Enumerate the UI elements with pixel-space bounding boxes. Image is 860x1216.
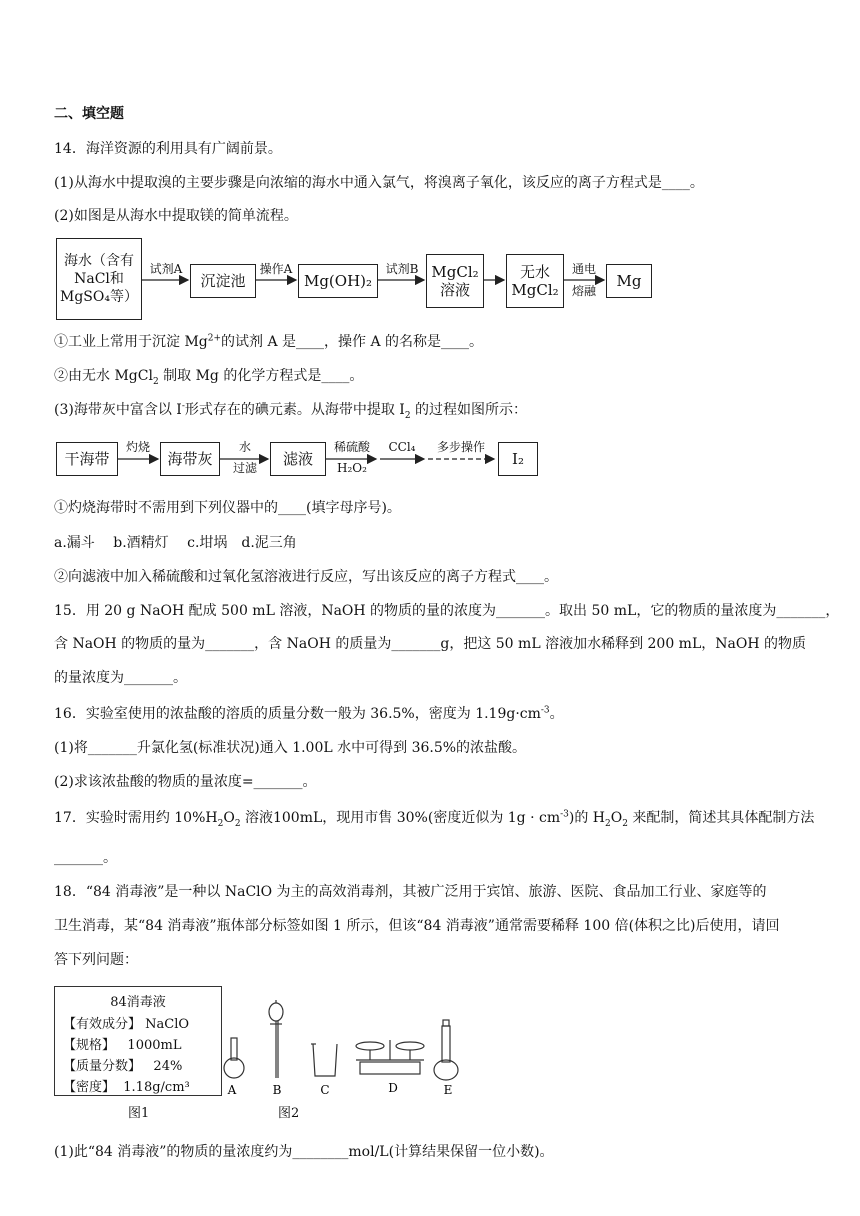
arrow-multi-step: 多步操作 (436, 440, 485, 454)
apparatus-a-flask (224, 1038, 244, 1078)
q17-line2: _______。 (54, 850, 117, 866)
box-filtrate: 滤液 (270, 442, 326, 476)
arrow-molten: 熔融 (571, 284, 596, 298)
section-title: 二、填空题 (54, 106, 124, 122)
label-row-mass-fraction: 【质量分数】 24% (63, 1059, 183, 1074)
box-mg-oh-2: Mg(OH)₂ (298, 264, 378, 298)
q16-part2: (2)求该浓盐酸的物质的量浓度=_______。 (54, 774, 317, 790)
arrow-reagent-a: 试剂A (149, 262, 183, 276)
label-row-ingredient: 【有效成分】 NaClO (63, 1017, 190, 1032)
apparatus-label: C (320, 1083, 330, 1097)
box-kelp-ash: 海带灰 (160, 442, 220, 476)
q14-part3: (3)海带灰中富含以 I-形式存在的碘元素。从海带中提取 $I_2$ 的过程如图所示： (54, 401, 528, 421)
q14-part3-2: ②向滤液中加入稀硫酸和过氧化氢溶液进行反应，写出该反应的离子方程式____。 (54, 569, 558, 585)
fig2-caption: 图2 (278, 1106, 300, 1121)
q14-part2-1: ①工业上常用于沉淀 $Mg^{2+}$的试剂 A 是____，操作 A 的名称是____。 (54, 333, 484, 350)
q18-line2: 卫生消毒，某“84 消毒液”瓶体部分标签如图 1 所示，但该“84 消毒液”通常需要稀释 100 倍(体积之比)后使用，请回 (54, 918, 780, 934)
q15-line1: 15．用 20 g NaOH 配成 500 mL 溶液，NaOH 的物质的量的浓度为_______。取出 50 mL，它的物质的量浓度为_______， (54, 603, 840, 619)
q16-stem: 16．实验室使用的浓盐酸的溶质的质量分数一般为 36.5%，密度为 $1.19g\cdot cm^{-3}$。 (54, 705, 564, 722)
arrow-h2o2: H₂O₂ (337, 461, 367, 475)
apparatus-e-volumetric-flask (434, 1020, 458, 1080)
apparatus-b-funnel (269, 1000, 283, 1078)
q14-options: a.漏斗 b.酒精灯 c.坩埚 d.泥三角 (54, 535, 297, 551)
q18-line3: 答下列问题： (54, 952, 138, 968)
arrow-ccl4: CCl₄ (388, 440, 416, 454)
q18-line1: 18．“84 消毒液”是一种以 NaClO 为主的高效消毒剂，其被广泛用于宾馆、旅游、医院、食品加工行业、家庭等的 (54, 884, 767, 900)
apparatus-label: A (227, 1083, 237, 1097)
arrow-burning: 灼烧 (125, 440, 150, 454)
apparatus-c-beaker (311, 1044, 337, 1076)
label-row-volume: 【规格】 1000mL (63, 1038, 182, 1053)
q18-part1: (1)此“84 消毒液”的物质的量浓度约为________mol/L(计算结果保留一位小数)。 (54, 1144, 554, 1160)
apparatus-label: E (443, 1083, 453, 1097)
q16-part1: (1)将_______升氯化氢(标准状况)通入 1.00L 水中可得到 36.5%的浓盐酸。 (54, 740, 527, 756)
label-title: 84消毒液 (110, 995, 166, 1010)
label-row-density: 【密度】 1.18g/cm³ (63, 1080, 190, 1095)
box-mg: Mg (606, 264, 652, 298)
apparatus-label: B (272, 1083, 282, 1097)
arrow-electrolysis: 通电 (571, 262, 596, 276)
q14-part3-1: ①灼烧海带时不需用到下列仪器中的____(填字母序号)。 (54, 500, 401, 516)
q17-line1: 17．实验时需用约 $10\%H_2O_2$ 溶液100mL，现用市售 30%(密度近似为 $1g \cdot cm^{-3}$)的 $H_2O_2$ 来配制，简述其具体配制方法 (54, 809, 815, 829)
box-iodine: I₂ (498, 442, 538, 476)
box-settling-tank: 沉淀池 (190, 264, 256, 298)
arrow-filter: 过滤 (232, 461, 257, 475)
apparatus-d-balance (356, 1040, 424, 1074)
apparatus-label: D (388, 1081, 398, 1095)
arrow-dilute-acid: 稀硫酸 (333, 440, 370, 454)
q14-part1: (1)从海水中提取溴的主要步骤是向浓缩的海水中通入氯气，将溴离子氧化，该反应的离子方程式是____。 (54, 175, 704, 191)
box-seawater: 海水（含有NaCl和MgSO₄等） (56, 238, 142, 320)
box-mgcl2-solution: MgCl₂溶液 (426, 254, 484, 308)
fig1-caption: 图1 (128, 1106, 150, 1121)
q14-part2: (2)如图是从海水中提取镁的简单流程。 (54, 208, 298, 224)
q14-part2-2: ②由无水 MgCl$_2$ 制取 Mg 的化学方程式是____。 (54, 368, 364, 387)
q14-stem: 14．海洋资源的利用具有广阔前景。 (54, 141, 282, 157)
arrow-operation-a: 操作A (259, 262, 293, 276)
arrow-water: 水 (238, 440, 251, 454)
box-dried-kelp: 干海带 (56, 442, 118, 476)
q15-line2: 含 NaOH 的物质的量为_______，含 NaOH 的质量为_______g，把这 50 mL 溶液加水稀释到 200 mL，NaOH 的物质 (54, 636, 806, 652)
arrow-reagent-b: 试剂B (385, 262, 419, 276)
box-anhydrous-mgcl2: 无水MgCl₂ (506, 254, 564, 308)
q15-line3: 的量浓度为_______。 (54, 670, 187, 686)
